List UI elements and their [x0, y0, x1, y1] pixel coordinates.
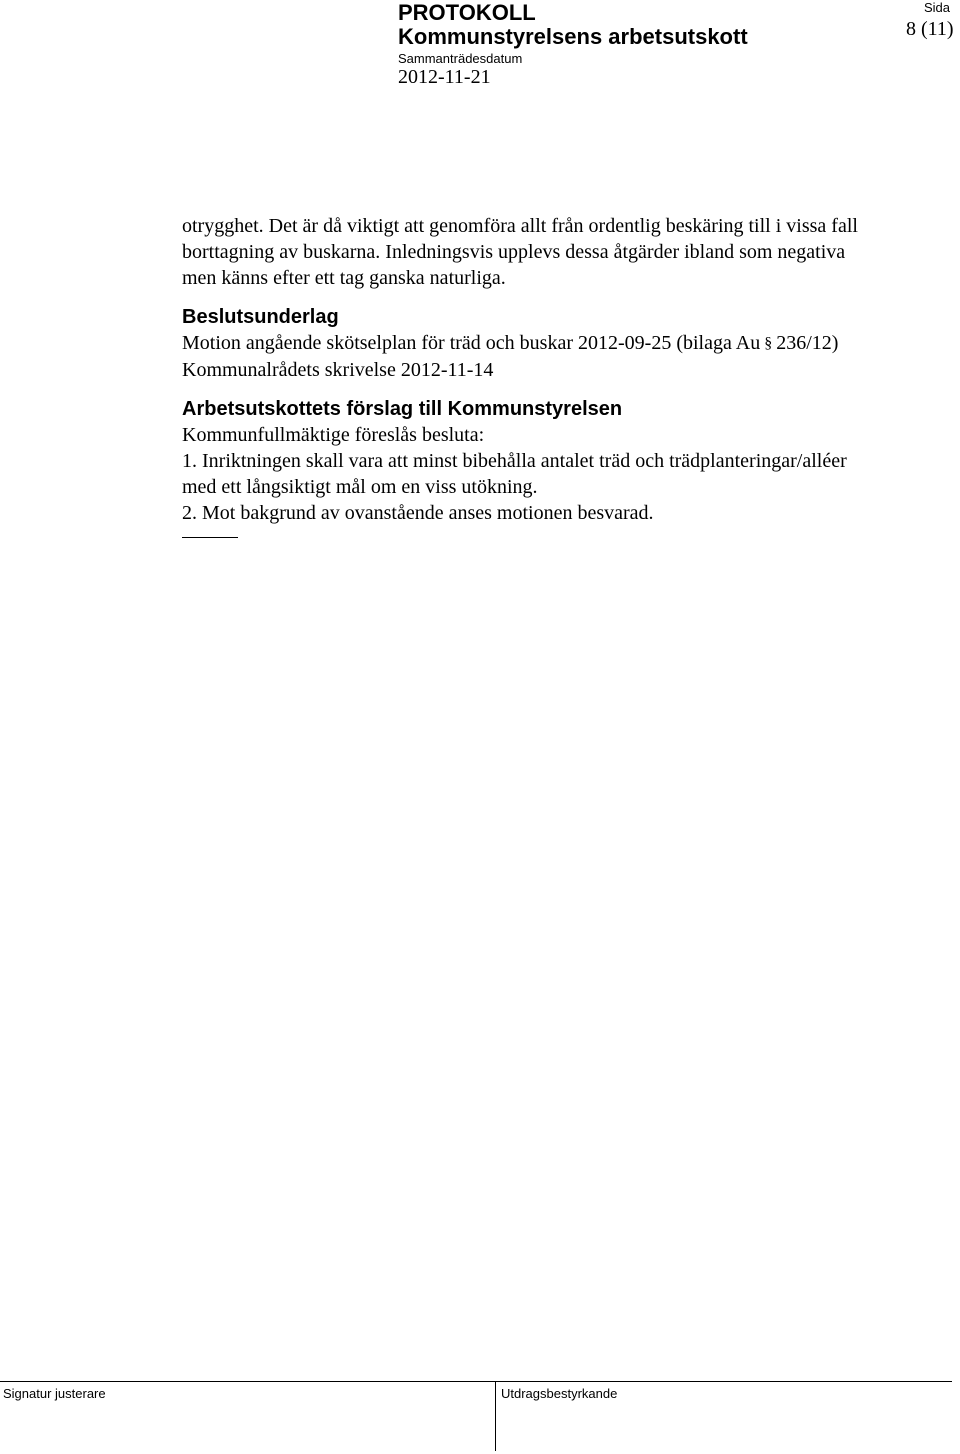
beslutsunderlag-item-1-ref: 236/12) [776, 332, 839, 354]
document-body [182, 213, 942, 538]
beslutsunderlag-item-2: Kommunalrådets skrivelse 2012-11-14 [182, 359, 494, 381]
footer-rule [0, 1381, 952, 1382]
end-of-section-line [182, 537, 238, 538]
page-number: 8 (11) [906, 18, 954, 40]
footer-divider [495, 1381, 496, 1451]
intro-line-2: borttagning av buskarna. Inledningsvis upplevs dessa åtgärder ibland som negativa [182, 241, 846, 263]
forslag-point-1-line-1: 1. Inriktningen skall vara att minst bibehålla antalet träd och trädplanteringar/alléer [182, 450, 847, 472]
section-sign: § [764, 335, 773, 352]
intro-line-3: men känns efter ett tag ganska naturliga. [182, 267, 506, 289]
committee-name: Kommunstyrelsens arbetsutskott [398, 24, 748, 49]
forslag-point-1-line-2: med ett långsiktigt mål om en viss utökning. [182, 476, 538, 498]
forslag-heading: Arbetsutskottets förslag till Kommunstyrelsen [182, 398, 623, 420]
forslag-lead: Kommunfullmäktige föreslås besluta: [182, 424, 485, 446]
intro-line-1: otrygghet. Det är då viktigt att genomföra allt från ordentlig beskäring till i vissa fall [182, 215, 858, 237]
beslutsunderlag-item-1 [182, 330, 942, 357]
certification-label: Utdragsbestyrkande [501, 1386, 618, 1401]
meeting-date: 2012-11-21 [398, 66, 491, 88]
beslutsunderlag-item-1-text: Motion angående skötselplan för träd och buskar 2012-09-25 (bilaga Au [182, 332, 761, 354]
forslag-point-2: 2. Mot bakgrund av ovanstående anses motionen besvarad. [182, 502, 654, 524]
beslutsunderlag-heading: Beslutsunderlag [182, 306, 339, 328]
document-type-title: PROTOKOLL [398, 0, 536, 25]
signature-label: Signatur justerare [3, 1386, 106, 1401]
page-label: Sida [924, 0, 951, 15]
meeting-date-label: Sammanträdesdatum [398, 51, 523, 66]
